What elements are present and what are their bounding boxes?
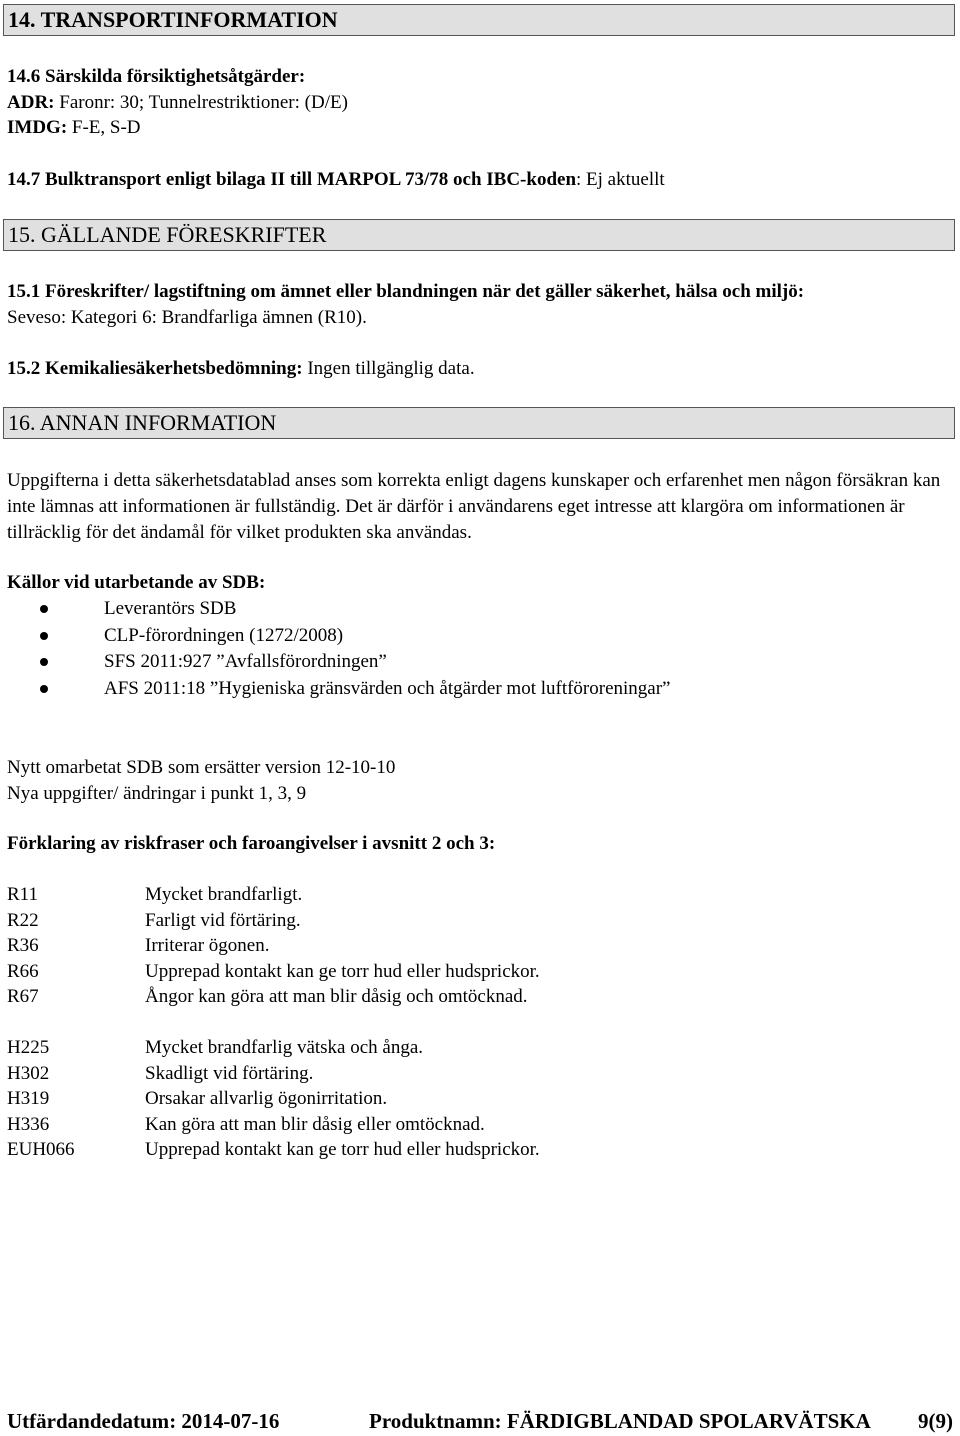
imdg-label: IMDG: xyxy=(7,117,68,138)
list-item: R66 Upprepad kontakt kan ge torr hud eller hudsprickor. xyxy=(7,960,540,982)
revision-line-2: Nya uppgifter/ ändringar i punkt 1, 3, 9 xyxy=(7,783,307,804)
bullet-icon xyxy=(40,658,48,666)
sources-heading: Källor vid utarbetande av SDB: xyxy=(7,572,266,593)
list-item: H225 Mycket brandfarlig vätska och ånga. xyxy=(7,1037,424,1058)
page-number: 9(9) xyxy=(918,1409,953,1433)
disclaimer-part-2: Det är därför i användarens eget intresse att klargöra om informationen är tillräcklig för det ändamål för vilket produkten ska användas. xyxy=(7,496,905,543)
section-14-6-heading: 14.6 Särskilda försiktighetsåtgärder: xyxy=(7,66,306,87)
imdg-text: F-E, S-D xyxy=(67,117,141,138)
disclaimer-part-1: Uppgifterna i detta säkerhetsdatablad anses som korrekta enligt dagens kunskaper och erfarenhet men någon försäkran kan inte lämnas att informationen är fullständig. xyxy=(7,470,941,517)
bullet-icon xyxy=(40,685,48,693)
adr-line xyxy=(7,90,348,116)
bullet-icon xyxy=(40,605,48,613)
list-item: R22 Farligt vid förtäring. xyxy=(7,909,301,931)
product-name: Produktnamn: FÄRDIGBLANDAD SPOLARVÄTSKA xyxy=(369,1409,871,1433)
list-item: H302 Skadligt vid förtäring. xyxy=(7,1062,314,1084)
list-item: H319 Orsakar allvarlig ögonirritation. xyxy=(7,1088,388,1109)
adr-label: ADR: xyxy=(7,92,55,113)
section-14-7-text: : Ej aktuellt xyxy=(576,169,665,190)
list-item: AFS 2011:18 ”Hygieniska gränsvärden och åtgärder mot luftföroreningar” xyxy=(40,676,671,703)
section-14-7-line xyxy=(7,167,665,193)
section-15-header: 15. GÄLLANDE FÖRESKRIFTER xyxy=(3,219,955,251)
section-15-1-heading: 15.1 Föreskrifter/ lagstiftning om ämnet eller blandningen när det gäller säkerhet, hälsa och miljö: xyxy=(7,281,805,302)
list-item: EUH066 Upprepad kontakt kan ge torr hud eller hudsprickor. xyxy=(7,1139,540,1160)
adr-text: Faronr: 30; Tunnelrestriktioner: (D/E) xyxy=(54,92,348,113)
list-item: SFS 2011:927 ”Avfallsförordningen” xyxy=(40,649,671,676)
bullet-icon xyxy=(40,632,48,640)
list-item: H336 Kan göra att man blir dåsig eller omtöcknad. xyxy=(7,1113,485,1135)
issue-date: Utfärdandedatum: 2014-07-16 xyxy=(7,1409,280,1433)
list-item: R11 Mycket brandfarligt. xyxy=(7,884,303,905)
section-15-2-line xyxy=(7,356,475,382)
section-16-header: 16. ANNAN INFORMATION xyxy=(3,407,955,439)
section-14-7-label: 14.7 Bulktransport enligt bilaga II till MARPOL 73/78 och IBC-koden xyxy=(7,169,577,190)
section-14-header: 14. TRANSPORTINFORMATION xyxy=(3,4,955,36)
page-footer xyxy=(7,1409,953,1434)
revision-line-1: Nytt omarbetat SDB som ersätter version 12-10-10 xyxy=(7,757,396,778)
r-phrase-list xyxy=(7,882,540,1010)
list-item: R67 Ångor kan göra att man blir dåsig och omtöcknad. xyxy=(7,986,528,1007)
h-statement-list xyxy=(7,1035,540,1163)
disclaimer-paragraph xyxy=(7,468,953,546)
section-15-2-label: 15.2 Kemikaliesäkerhetsbedömning: xyxy=(7,358,303,379)
sources-list xyxy=(40,596,671,703)
section-15-1-text: Seveso: Kategori 6: Brandfarliga ämnen (R10). xyxy=(7,307,367,328)
list-item: Leverantörs SDB xyxy=(40,596,671,623)
imdg-line xyxy=(7,115,141,141)
section-15-2-text: Ingen tillgänglig data. xyxy=(302,358,475,379)
explanation-heading: Förklaring av riskfraser och faroangivelser i avsnitt 2 och 3: xyxy=(7,833,496,854)
list-item: R36 Irriterar ögonen. xyxy=(7,935,270,956)
list-item: CLP-förordningen (1272/2008) xyxy=(40,623,671,650)
